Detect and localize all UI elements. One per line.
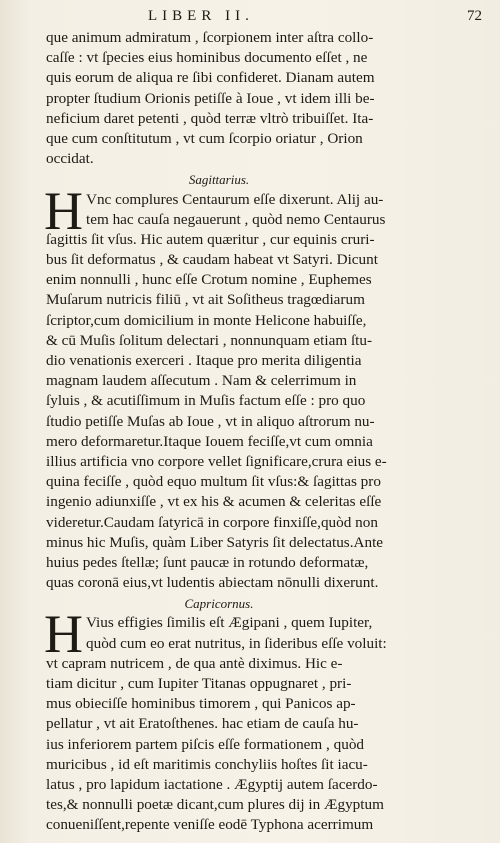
text-line: que cum conſtitutum , vt cum ſcorpio oriatur , Orion bbox=[46, 129, 363, 147]
page-number: 72 bbox=[467, 8, 482, 24]
intro-paragraph bbox=[46, 28, 392, 169]
text-line: & cū Muſis ſolitum delectari , nonnunquam etiam ſtu- bbox=[46, 331, 373, 349]
text-line: pellatur , vt ait Eratoſthenes. hac etiam de cauſa hu- bbox=[46, 715, 359, 733]
text-line: magnam laudem aſſecutum . Nam & celerrimum in bbox=[46, 372, 357, 390]
text-line: quas coronā eius,vt ludentis abiectam nōnulli dixerunt. bbox=[46, 574, 379, 592]
text-line: mus obieciſſe hominibus timorem , qui Panicos ap- bbox=[46, 695, 356, 713]
text-line: quina feciſſe , quòd equo multum ſit vſus:& ſagittas pro bbox=[46, 473, 381, 491]
text-line: quòd cum eo erat nutritus, in ſideribus eſſe voluit: bbox=[86, 634, 387, 652]
text-line: ſtudio petiſſe Muſas ab Ioue , vt in aliquo aſtrorum nu- bbox=[46, 412, 375, 430]
text-line: mero deformaretur.Itaque Iouem feciſſe,vt cum omnia bbox=[46, 432, 373, 450]
text-line: illius artificia vno corpore vellet ſignificare,crura eius e- bbox=[46, 452, 387, 470]
text-line: Muſarum nutricis filiū , vt ait Soſitheus tragœdiarum bbox=[46, 291, 365, 309]
text-line: ſyluis , & acutiſſimum in Muſis factum eſſe : pro quo bbox=[46, 392, 366, 410]
text-line: bus ſit deformatus , & caudam habeat vt Satyri. Dicunt bbox=[46, 251, 378, 269]
text-line: enim nonnulli , hunc eſſe Crotum nomine , Euphemes bbox=[46, 271, 372, 289]
text-block bbox=[46, 28, 392, 836]
text-line: minus hic Muſis, quàm Liber Satyris ſit delectatus.Ante bbox=[46, 533, 384, 551]
text-line: ſagittis ſit vſus. Hic autem quæritur , cur equinis cruri- bbox=[46, 230, 375, 248]
text-line: Vius effigies ſimilis eſt Ægipani , quem Iupiter, bbox=[86, 614, 373, 632]
text-line: dio venationis exerceri . Itaque pro merita diligentia bbox=[46, 352, 362, 369]
text-line: quis eorum de aliqua re ſibi confideret. Dianam autem bbox=[46, 69, 375, 87]
text-line: que animum admiratum , ſcorpionem inter aſtra collo- bbox=[46, 29, 374, 46]
text-line: Vnc complures Centaurum eſſe dixerunt. Alij au- bbox=[86, 190, 384, 208]
text-line: latus , pro lapidum iactatione . Ægyptij autem ſacerdo- bbox=[46, 775, 378, 793]
section-heading-capricornus: Capricornus. bbox=[184, 596, 254, 612]
text-line: conueniſſent,repente veniſſe eodē Typhona acerrimum bbox=[46, 816, 374, 834]
text-line: ingenio adiunxiſſe , vt ex his & acumen & celeritas eſſe bbox=[46, 493, 382, 511]
drop-cap-initial: H bbox=[44, 604, 83, 665]
text-line: muricibus , id eſt maritimis conchyliis hoſtes ſit iacu- bbox=[46, 755, 368, 773]
text-line: propter ſtudium Orionis petiſſe à Ioue , vt idem illi be- bbox=[46, 89, 375, 107]
text-line: tem hac cauſa negauerunt , quòd nemo Centaurus bbox=[86, 210, 386, 228]
text-line: ſcriptor,cum domicilium in monte Helicone habuiſſe, bbox=[46, 311, 367, 329]
text-line: ius inferiorem partem piſcis eſſe formationem , quòd bbox=[46, 735, 365, 753]
text-line: neficium daret petenti , quòd terræ vltrò tribuiſſet. Ita- bbox=[46, 109, 374, 127]
text-line: videretur.Caudam ſatyricā in corpore finxiſſe,quòd non bbox=[46, 513, 378, 531]
text-line: caſſe : vt ſpecies eius hominibus documento eſſet , ne bbox=[46, 49, 368, 67]
running-head: LIBER II. bbox=[148, 8, 254, 24]
text-line: occidat. bbox=[46, 150, 94, 168]
drop-cap-initial: H bbox=[44, 180, 83, 241]
text-line: vt capram nutricem , de qua antè diximus. Hic e- bbox=[46, 654, 343, 672]
page-header bbox=[0, 8, 500, 28]
text-line: huius pedes ſtellæ; ſunt paucæ in rotundo deformatæ, bbox=[46, 553, 369, 571]
text-line: tes,& nonnulli poetæ dicant,cum plures dij in Ægyptum bbox=[46, 796, 384, 814]
text-line: tiam dicitur , cum Iupiter Titanas oppugnaret , pri- bbox=[46, 675, 352, 692]
section-heading-sagittarius: Sagittarius. bbox=[188, 172, 250, 188]
